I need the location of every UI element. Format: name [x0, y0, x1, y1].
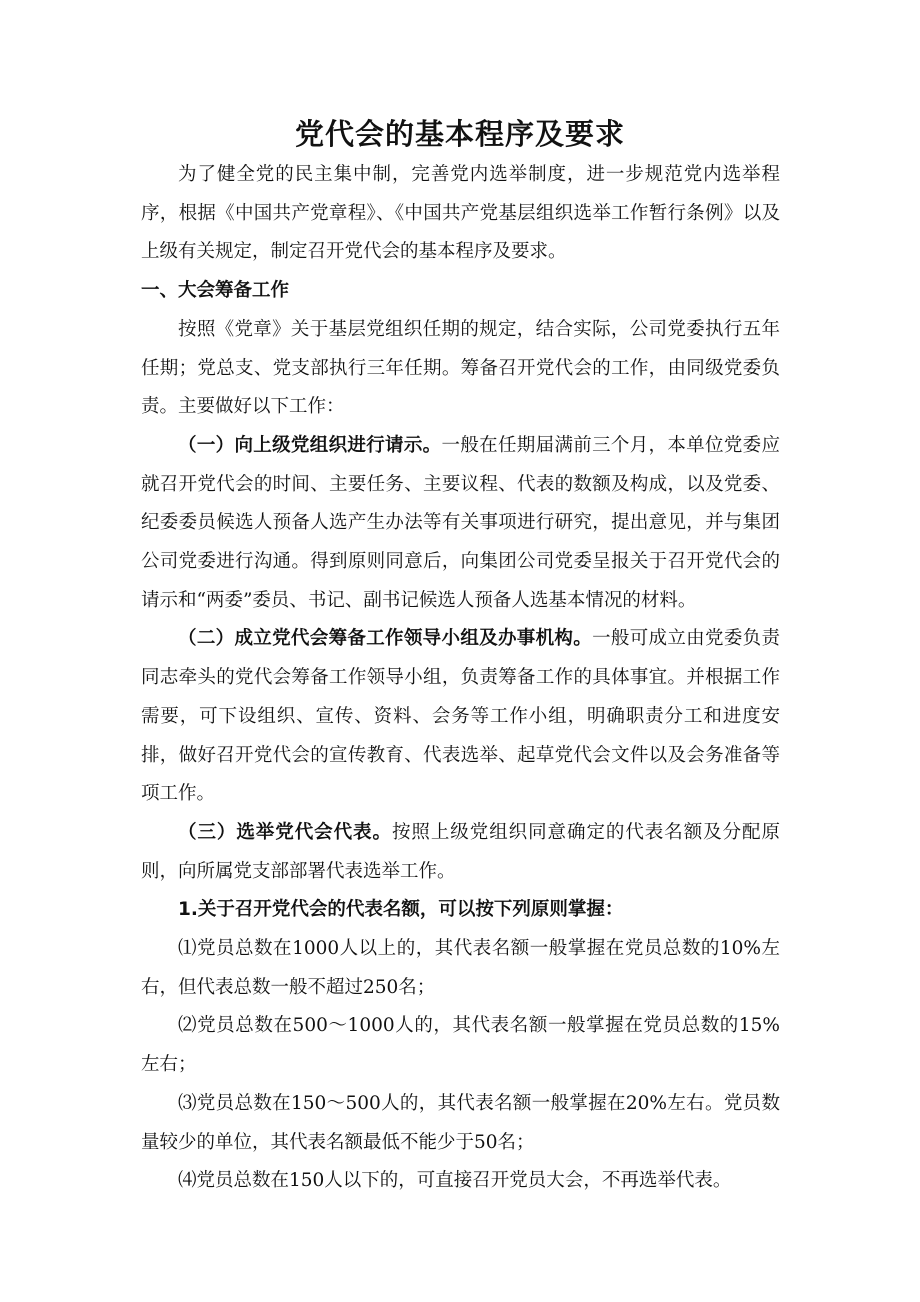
rule-item: ⑵党员总数在500～1000人的，其代表名额一般掌握在党员总数的15%左右；	[141, 1015, 780, 1076]
section-heading: 一、大会筹备工作	[141, 280, 290, 302]
item-3-paragraph	[141, 814, 780, 891]
rule-item: ⑴党员总数在1000人以上的，其代表名额一般掌握在党员总数的10%左右，但代表总数一般不超过250名；	[141, 938, 780, 998]
item-2-lead: （二）成立党代会筹备工作领导小组及办事机构。	[178, 628, 593, 650]
item-2-paragraph	[141, 620, 780, 814]
rule-item: ⑶党员总数在150～500人的，其代表名额一般掌握在20%左右。党员数量较少的单位，其代表名额最低不能少于50名；	[141, 1092, 780, 1153]
item-3-text: 按照上级党组织同意确定的代表名额及分配原则，向所属党支部部署代表选举工作。	[141, 821, 780, 882]
item-2-text: 一般可成立由党委负责同志牵头的党代会筹备工作领导小组，负责筹备工作的具体事宜。并根据工作需要，可下设组织、宣传、资料、会务等工作小组，明确职责分工和进度安排，做好召开党代会的宣传教育、代表选举、起草党代会文件以及会务准备等项工作。	[141, 628, 780, 805]
intro-paragraph: 为了健全党的民主集中制，完善党内选举制度，进一步规范党内选举程序，根据《中国共产党章程》、《中国共产党基层组织选举工作暂行条例》以及上级有关规定，制定召开党代会的基本程序及要求。	[141, 164, 780, 263]
item-1-paragraph	[141, 427, 780, 621]
item-1-text: 一般在任期届满前三个月，本单位党委应就召开党代会的时间、主要任务、主要议程、代表的数额及构成，以及党委、纪委委员候选人预备人选产生办法等有关事项进行研究，提出意见，并与集团公司党委进行沟通。得到原则同意后，向集团公司党委呈报关于召开党代会的请示和“两委”委员、书记、副书记候选人预备人选基本情况的材料。	[141, 434, 780, 611]
rule-item: ⑷党员总数在150人以下的，可直接召开党员大会，不再选举代表。	[178, 1170, 732, 1192]
item-1-lead: （一）向上级党组织进行请示。	[178, 434, 442, 456]
document-body	[141, 156, 780, 1201]
document-title: 党代会的基本程序及要求	[294, 117, 625, 151]
item-3-lead: （三）选举党代会代表。	[178, 821, 392, 843]
section-paragraph: 按照《党章》关于基层党组织任期的规定，结合实际，公司党委执行五年任期；党总支、党支部执行三年任期。筹备召开党代会的工作，由同级党委负责。主要做好以下工作：	[141, 318, 780, 418]
sub-heading: 1.关于召开党代会的代表名额，可以按下列原则掌握：	[178, 899, 624, 921]
